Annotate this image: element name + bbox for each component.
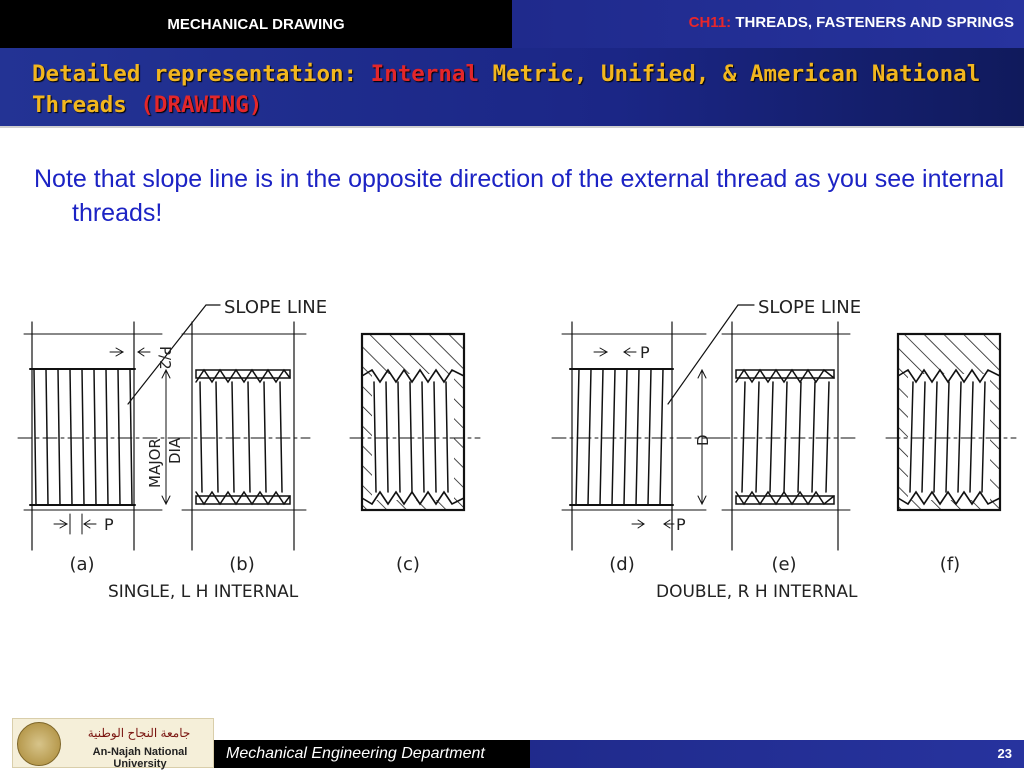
p-half-label: P/2 [156,346,174,370]
thread-drawing [10,292,1020,608]
view-f-label: (f) [939,554,961,575]
university-seal-icon [17,722,61,766]
caption-right: DOUBLE, R H INTERNAL [656,582,858,602]
view-f-drawing [886,334,1016,510]
footer [0,716,1024,768]
slope-line-label-left: SLOPE LINE [224,297,328,318]
slide-note: Note that slope line is in the opposite direction of the external thread as you see internal threads! [34,165,1005,227]
d-label: D [694,434,712,446]
p-label-d-bottom: P [676,515,686,534]
title-prefix: Detailed representation: [32,61,358,87]
page-number: 23 [997,746,1012,761]
view-e-drawing [716,322,856,550]
p-label-a: P [104,515,114,534]
university-name-english: An-Najah National University [92,746,188,770]
thread-figure [10,292,1020,608]
header-bar [0,0,1024,48]
view-d-drawing [552,305,754,550]
view-b-label: (b) [229,554,255,575]
university-logo [12,718,214,768]
chapter-heading [512,0,1024,48]
slope-line-label-right: SLOPE LINE [758,297,862,318]
title-highlight: Internal [370,61,480,87]
view-a-label: (a) [69,554,95,575]
view-a-drawing [18,305,220,550]
title-middle: Metric, Unified, & American National Threads [32,61,981,118]
chapter-title: THREADS, FASTENERS AND SPRINGS [735,14,1014,31]
view-d-label: (d) [609,554,635,575]
department-name: Mechanical Engineering Department [214,740,530,768]
p-label-d-top: P [640,343,650,362]
chapter-code: CH11: [688,14,732,31]
caption-left: SINGLE, L H INTERNAL [108,582,299,602]
course-title: MECHANICAL DRAWING [0,0,512,48]
view-b-drawing [176,322,310,550]
view-c-drawing [350,334,480,510]
view-e-label: (e) [771,554,797,575]
university-name-arabic: جامعة النجاح الوطنية [87,726,191,740]
major-dia-label: MAJOR [146,438,164,488]
slide-title [32,59,992,121]
title-suffix: (DRAWING) [140,92,263,118]
title-bar [0,48,1024,128]
dia-label: DIA [166,437,184,464]
view-c-label: (c) [396,554,420,575]
